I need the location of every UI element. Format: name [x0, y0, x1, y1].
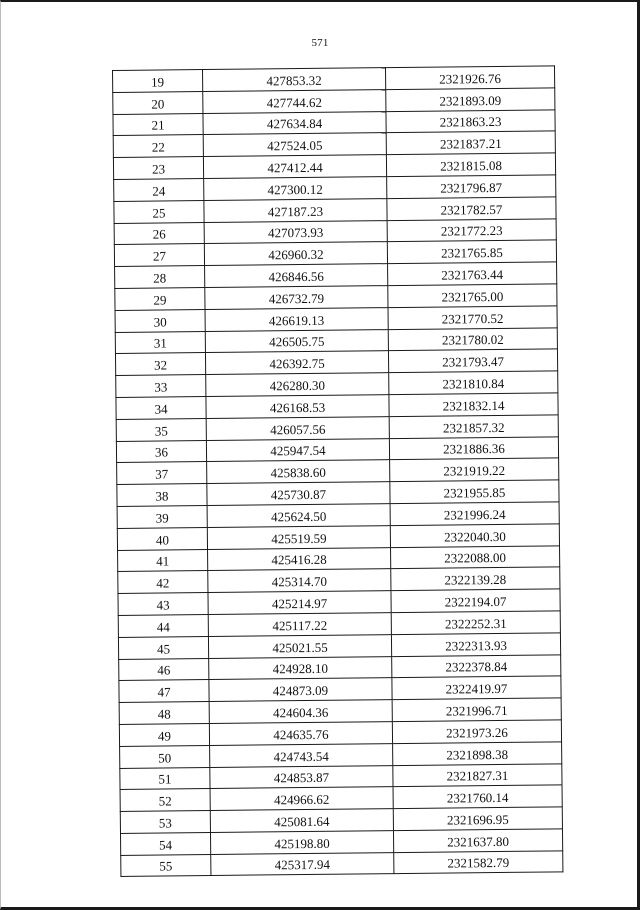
- point-number-cell: 53: [120, 811, 210, 834]
- point-number-cell: 28: [115, 266, 205, 289]
- x-coordinate-cell: 426732.79: [205, 286, 388, 310]
- y-coordinate-cell: 2321893.09: [386, 88, 555, 112]
- y-coordinate-cell: 2321815.08: [386, 153, 555, 177]
- y-coordinate-cell: 2322194.07: [391, 589, 560, 613]
- y-coordinate-cell: 2322139.28: [391, 567, 560, 591]
- x-coordinate-cell: 425416.28: [208, 547, 391, 571]
- point-number-cell: 34: [116, 396, 206, 419]
- x-coordinate-cell: 424966.62: [210, 787, 393, 811]
- point-number-cell: 48: [119, 702, 209, 725]
- x-coordinate-cell: 427300.12: [204, 177, 387, 201]
- point-number-cell: 27: [114, 244, 204, 267]
- y-coordinate-cell: 2321898.38: [393, 742, 562, 766]
- point-number-cell: 49: [119, 723, 209, 746]
- x-coordinate-cell: 425947.54: [206, 438, 389, 462]
- coordinate-table-body: [113, 66, 563, 877]
- x-coordinate-cell: 426960.32: [204, 242, 387, 266]
- point-number-cell: 24: [114, 179, 204, 202]
- y-coordinate-cell: 2321926.76: [385, 66, 554, 90]
- x-coordinate-cell: 425838.60: [207, 460, 390, 484]
- x-coordinate-cell: 426619.13: [205, 307, 388, 331]
- page-number: 571: [311, 37, 329, 49]
- point-number-cell: 47: [119, 680, 209, 703]
- x-coordinate-cell: 425317.94: [211, 852, 394, 876]
- y-coordinate-cell: 2322419.97: [392, 676, 561, 700]
- y-coordinate-cell: 2322040.30: [390, 524, 559, 548]
- y-coordinate-cell: 2321827.31: [393, 763, 562, 787]
- point-number-cell: 35: [116, 418, 206, 441]
- x-coordinate-cell: 425730.87: [207, 482, 390, 506]
- x-coordinate-cell: 425214.97: [208, 591, 391, 615]
- point-number-cell: 38: [117, 484, 207, 507]
- point-number-cell: 55: [121, 854, 211, 877]
- x-coordinate-cell: 424604.36: [209, 700, 392, 724]
- y-coordinate-cell: 2321973.26: [392, 720, 561, 744]
- y-coordinate-cell: 2321996.24: [390, 502, 559, 526]
- y-coordinate-cell: 2321793.47: [388, 349, 557, 373]
- point-number-cell: 19: [113, 70, 203, 93]
- x-coordinate-cell: 426168.53: [206, 395, 389, 419]
- x-coordinate-cell: 427634.84: [203, 111, 386, 135]
- y-coordinate-cell: 2321696.95: [393, 807, 562, 831]
- point-number-cell: 44: [118, 614, 208, 637]
- point-number-cell: 22: [113, 135, 203, 158]
- coordinate-table: [112, 65, 563, 877]
- y-coordinate-cell: 2321886.36: [389, 436, 558, 460]
- x-coordinate-cell: 425198.80: [210, 830, 393, 854]
- x-coordinate-cell: 427744.62: [203, 89, 386, 113]
- x-coordinate-cell: 424743.54: [210, 743, 393, 767]
- x-coordinate-cell: 425117.22: [208, 613, 391, 637]
- y-coordinate-cell: 2321857.32: [389, 415, 558, 439]
- point-number-cell: 40: [117, 527, 207, 550]
- x-coordinate-cell: 426505.75: [205, 329, 388, 353]
- point-number-cell: 51: [120, 767, 210, 790]
- y-coordinate-cell: 2321863.23: [386, 109, 555, 133]
- x-coordinate-cell: 425519.59: [207, 525, 390, 549]
- y-coordinate-cell: 2322252.31: [391, 611, 560, 635]
- y-coordinate-cell: 2321765.00: [388, 284, 557, 308]
- x-coordinate-cell: 427187.23: [204, 198, 387, 222]
- x-coordinate-cell: 425624.50: [207, 504, 390, 528]
- point-number-cell: 45: [118, 636, 208, 659]
- point-number-cell: 23: [113, 157, 203, 180]
- y-coordinate-cell: 2321919.22: [390, 458, 559, 482]
- y-coordinate-cell: 2321810.84: [389, 371, 558, 395]
- y-coordinate-cell: 2321637.80: [393, 829, 562, 853]
- point-number-cell: 39: [117, 505, 207, 528]
- point-number-cell: 52: [120, 789, 210, 812]
- y-coordinate-cell: 2321763.44: [388, 262, 557, 286]
- y-coordinate-cell: 2321796.87: [387, 175, 556, 199]
- x-coordinate-cell: 424635.76: [209, 722, 392, 746]
- x-coordinate-cell: 426846.56: [205, 264, 388, 288]
- y-coordinate-cell: 2321996.71: [392, 698, 561, 722]
- point-number-cell: 33: [116, 375, 206, 398]
- x-coordinate-cell: 424853.87: [210, 765, 393, 789]
- y-coordinate-cell: 2321765.85: [387, 240, 556, 264]
- point-number-cell: 29: [115, 288, 205, 311]
- x-coordinate-cell: 426280.30: [206, 373, 389, 397]
- x-coordinate-cell: 427073.93: [204, 220, 387, 244]
- point-number-cell: 36: [116, 440, 206, 463]
- x-coordinate-cell: 426057.56: [206, 416, 389, 440]
- x-coordinate-cell: 426392.75: [205, 351, 388, 375]
- y-coordinate-cell: 2321955.85: [390, 480, 559, 504]
- y-coordinate-cell: 2321782.57: [387, 197, 556, 221]
- x-coordinate-cell: 427524.05: [203, 133, 386, 157]
- point-number-cell: 37: [117, 462, 207, 485]
- point-number-cell: 50: [120, 745, 210, 768]
- point-number-cell: 54: [120, 832, 210, 855]
- point-number-cell: 20: [113, 91, 203, 114]
- y-coordinate-cell: 2321780.02: [388, 327, 557, 351]
- point-number-cell: 42: [118, 571, 208, 594]
- y-coordinate-cell: 2321760.14: [393, 785, 562, 809]
- point-number-cell: 30: [115, 309, 205, 332]
- x-coordinate-cell: 424873.09: [209, 678, 392, 702]
- x-coordinate-cell: 425021.55: [208, 634, 391, 658]
- point-number-cell: 21: [113, 113, 203, 136]
- y-coordinate-cell: 2321832.14: [389, 393, 558, 417]
- point-number-cell: 41: [118, 549, 208, 572]
- point-number-cell: 32: [115, 353, 205, 376]
- y-coordinate-cell: 2322088.00: [391, 545, 560, 569]
- coordinate-table-container: [112, 65, 562, 875]
- x-coordinate-cell: 427853.32: [203, 68, 386, 92]
- point-number-cell: 46: [119, 658, 209, 681]
- x-coordinate-cell: 424928.10: [209, 656, 392, 680]
- y-coordinate-cell: 2321837.21: [386, 131, 555, 155]
- y-coordinate-cell: 2322313.93: [391, 633, 560, 657]
- point-number-cell: 31: [115, 331, 205, 354]
- y-coordinate-cell: 2321770.52: [388, 306, 557, 330]
- point-number-cell: 25: [114, 200, 204, 223]
- y-coordinate-cell: 2321582.79: [394, 851, 563, 875]
- table-row: [121, 851, 563, 877]
- x-coordinate-cell: 427412.44: [203, 155, 386, 179]
- point-number-cell: 26: [114, 222, 204, 245]
- x-coordinate-cell: 425314.70: [208, 569, 391, 593]
- y-coordinate-cell: 2322378.84: [392, 654, 561, 678]
- point-number-cell: 43: [118, 593, 208, 616]
- y-coordinate-cell: 2321772.23: [387, 218, 556, 242]
- x-coordinate-cell: 425081.64: [210, 809, 393, 833]
